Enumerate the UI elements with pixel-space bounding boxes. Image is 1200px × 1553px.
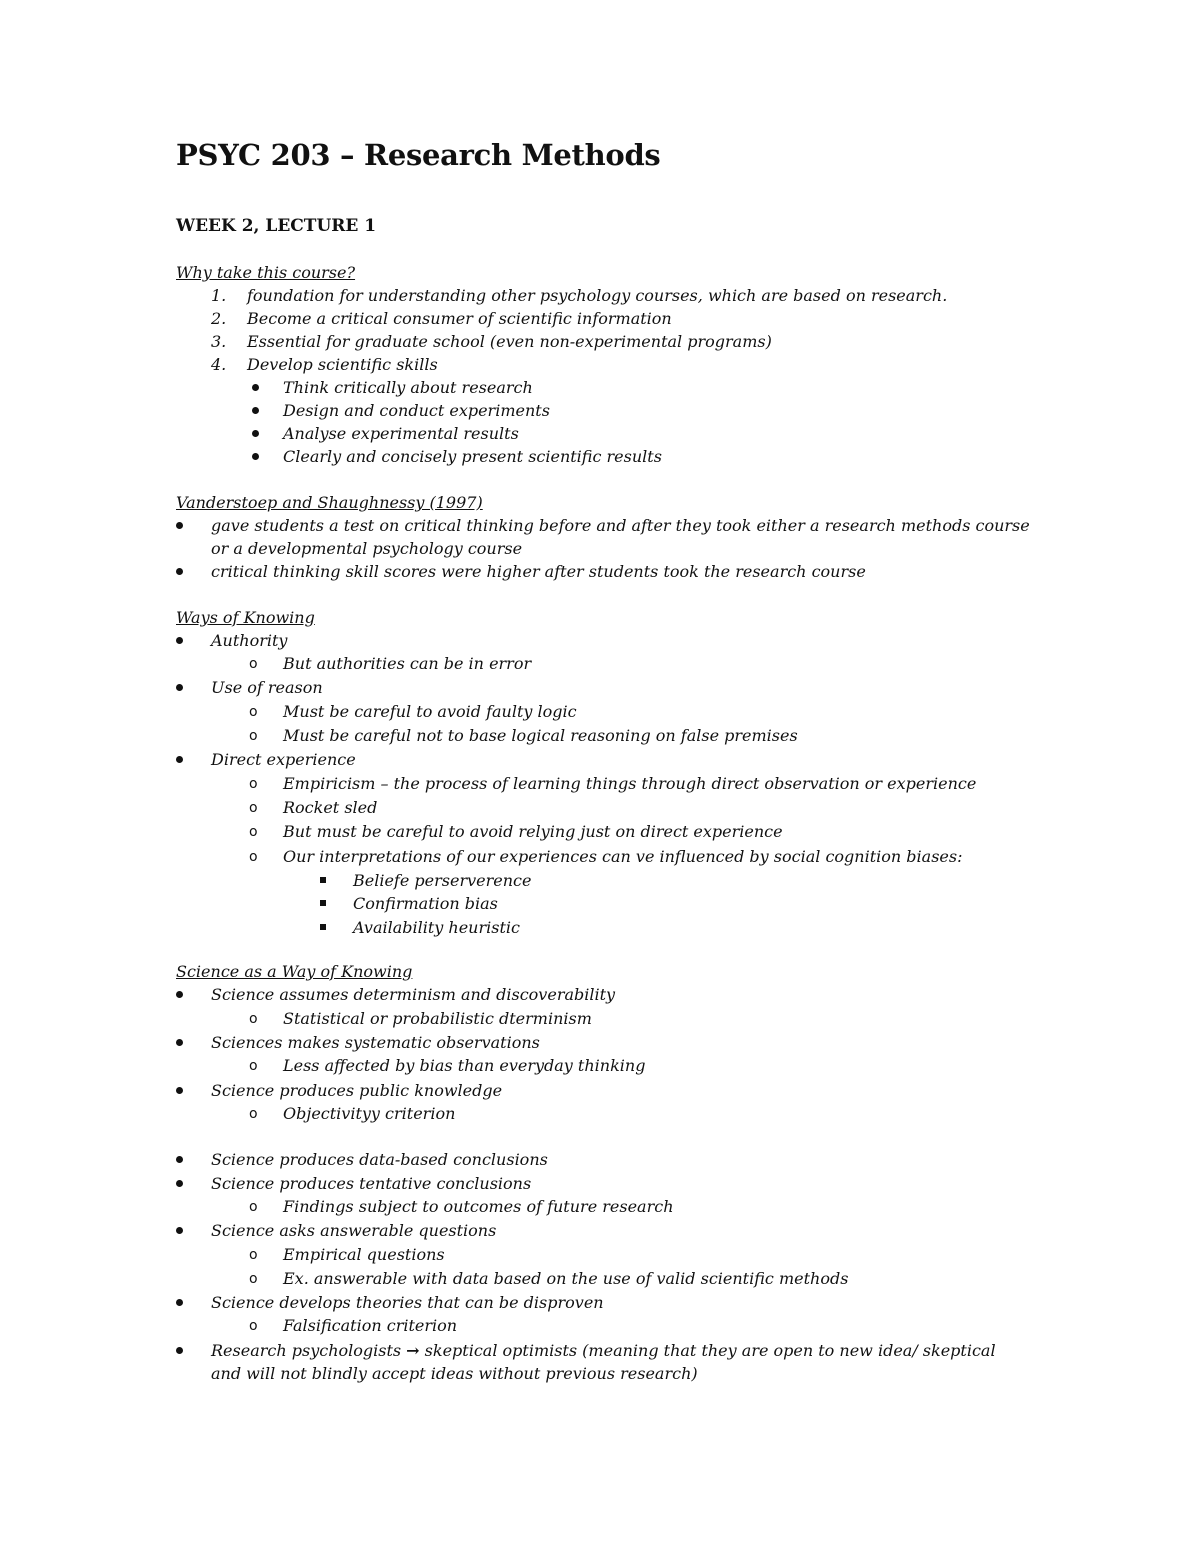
list-item: Falsification criterion [283, 1316, 458, 1335]
list-item: Science develops theories that can be disproven [211, 1293, 604, 1312]
list-item: Design and conduct experiments [283, 401, 550, 420]
sub-bullet-icon: o [249, 704, 258, 720]
list-item: Develop scientific skills [247, 355, 438, 374]
bullet-icon [176, 1180, 183, 1187]
sub-bullet-icon: o [249, 824, 258, 840]
list-item-continuation: or a developmental psychology course [211, 539, 523, 558]
list-item: Empiricism – the process of learning things through direct observation or experience [283, 774, 977, 793]
bullet-icon [176, 1087, 183, 1094]
list-item: Science produces tentative conclusions [211, 1174, 532, 1193]
list-number: 3. [211, 332, 227, 351]
bullet-icon [252, 407, 259, 414]
list-item: Rocket sled [283, 798, 378, 817]
bullet-icon [176, 756, 183, 763]
list-item: Empirical questions [283, 1245, 445, 1264]
list-item-text: skeptical optimists (meaning that they are open to new idea/ skeptical [419, 1341, 996, 1360]
sub-bullet-icon: o [249, 1058, 258, 1074]
list-number: 2. [211, 309, 227, 328]
sub-bullet-icon: o [249, 776, 258, 792]
list-item: gave students a test on critical thinking before and after they took either a research methods course [211, 516, 1030, 535]
list-item: Our interpretations of our experiences can ve influenced by social cognition biases: [283, 847, 963, 866]
list-item: Clearly and concisely present scientific results [283, 447, 662, 466]
list-item: Less affected by bias than everyday thinking [283, 1056, 646, 1075]
list-item: Findings subject to outcomes of future research [283, 1197, 674, 1216]
sub-bullet-icon: o [249, 728, 258, 744]
list-item: Become a critical consumer of scientific information [247, 309, 672, 328]
sub-bullet-icon: o [249, 1011, 258, 1027]
sub-bullet-icon: o [249, 1271, 258, 1287]
sub-bullet-icon: o [249, 1106, 258, 1122]
square-bullet-icon [320, 924, 326, 930]
list-item: Objectivityy criterion [283, 1104, 456, 1123]
bullet-icon [176, 1347, 183, 1354]
list-item: Statistical or probabilistic dterminism [283, 1009, 592, 1028]
list-item: Sciences makes systematic observations [211, 1033, 540, 1052]
list-item-continuation: and will not blindly accept ideas without previous research) [211, 1364, 698, 1383]
list-number: 1. [211, 286, 227, 305]
list-item: Beliefe perserverence [353, 871, 532, 890]
list-item: Confirmation bias [353, 894, 498, 913]
list-item: Science produces data-based conclusions [211, 1150, 548, 1169]
bullet-icon [252, 384, 259, 391]
bullet-icon [176, 1299, 183, 1306]
section-heading-vanderstoep: Vanderstoep and Shaughnessy (1997) [176, 493, 483, 512]
section-heading-ways: Ways of Knowing [176, 608, 315, 627]
list-number: 4. [211, 355, 227, 374]
list-item: But must be careful to avoid relying just on direct experience [283, 822, 783, 841]
bullet-icon [176, 637, 183, 644]
bullet-icon [176, 991, 183, 998]
square-bullet-icon [320, 877, 326, 883]
bullet-icon [176, 568, 183, 575]
sub-bullet-icon: o [249, 849, 258, 865]
bullet-icon [176, 1156, 183, 1163]
list-item: foundation for understanding other psychology courses, which are based on research. [247, 286, 948, 305]
bullet-icon [252, 430, 259, 437]
list-item: But authorities can be in error [283, 654, 532, 673]
list-item: Must be careful not to base logical reasoning on false premises [283, 726, 798, 745]
bullet-icon [252, 453, 259, 460]
right-arrow-icon: → [406, 1341, 420, 1360]
list-item: Science assumes determinism and discoverability [211, 985, 616, 1004]
list-item: Science produces public knowledge [211, 1081, 503, 1100]
list-item: Must be careful to avoid faulty logic [283, 702, 577, 721]
bullet-icon [176, 684, 183, 691]
sub-bullet-icon: o [249, 1318, 258, 1334]
section-heading-science: Science as a Way of Knowing [176, 962, 413, 981]
list-item-text: Research psychologists [211, 1341, 407, 1360]
list-item: Think critically about research [283, 378, 533, 397]
lecture-subtitle: WEEK 2, LECTURE 1 [176, 216, 377, 236]
list-item: Use of reason [211, 678, 323, 697]
list-item: Essential for graduate school (even non-experimental programs) [247, 332, 772, 351]
sub-bullet-icon: o [249, 1247, 258, 1263]
sub-bullet-icon: o [249, 1199, 258, 1215]
list-item: Science asks answerable questions [211, 1221, 497, 1240]
list-item: Ex. answerable with data based on the use of valid scientific methods [283, 1269, 849, 1288]
list-item: Direct experience [211, 750, 356, 769]
list-item: critical thinking skill scores were higher after students took the research course [211, 562, 866, 581]
page-title: PSYC 203 – Research Methods [176, 138, 661, 172]
list-item: Availability heuristic [353, 918, 520, 937]
sub-bullet-icon: o [249, 800, 258, 816]
sub-bullet-icon: o [249, 656, 258, 672]
bullet-icon [176, 522, 183, 529]
square-bullet-icon [320, 900, 326, 906]
list-item: Analyse experimental results [283, 424, 519, 443]
bullet-icon [176, 1039, 183, 1046]
list-item [211, 1341, 996, 1361]
list-item: Authority [211, 631, 288, 650]
section-heading-why: Why take this course? [176, 263, 356, 282]
bullet-icon [176, 1227, 183, 1234]
